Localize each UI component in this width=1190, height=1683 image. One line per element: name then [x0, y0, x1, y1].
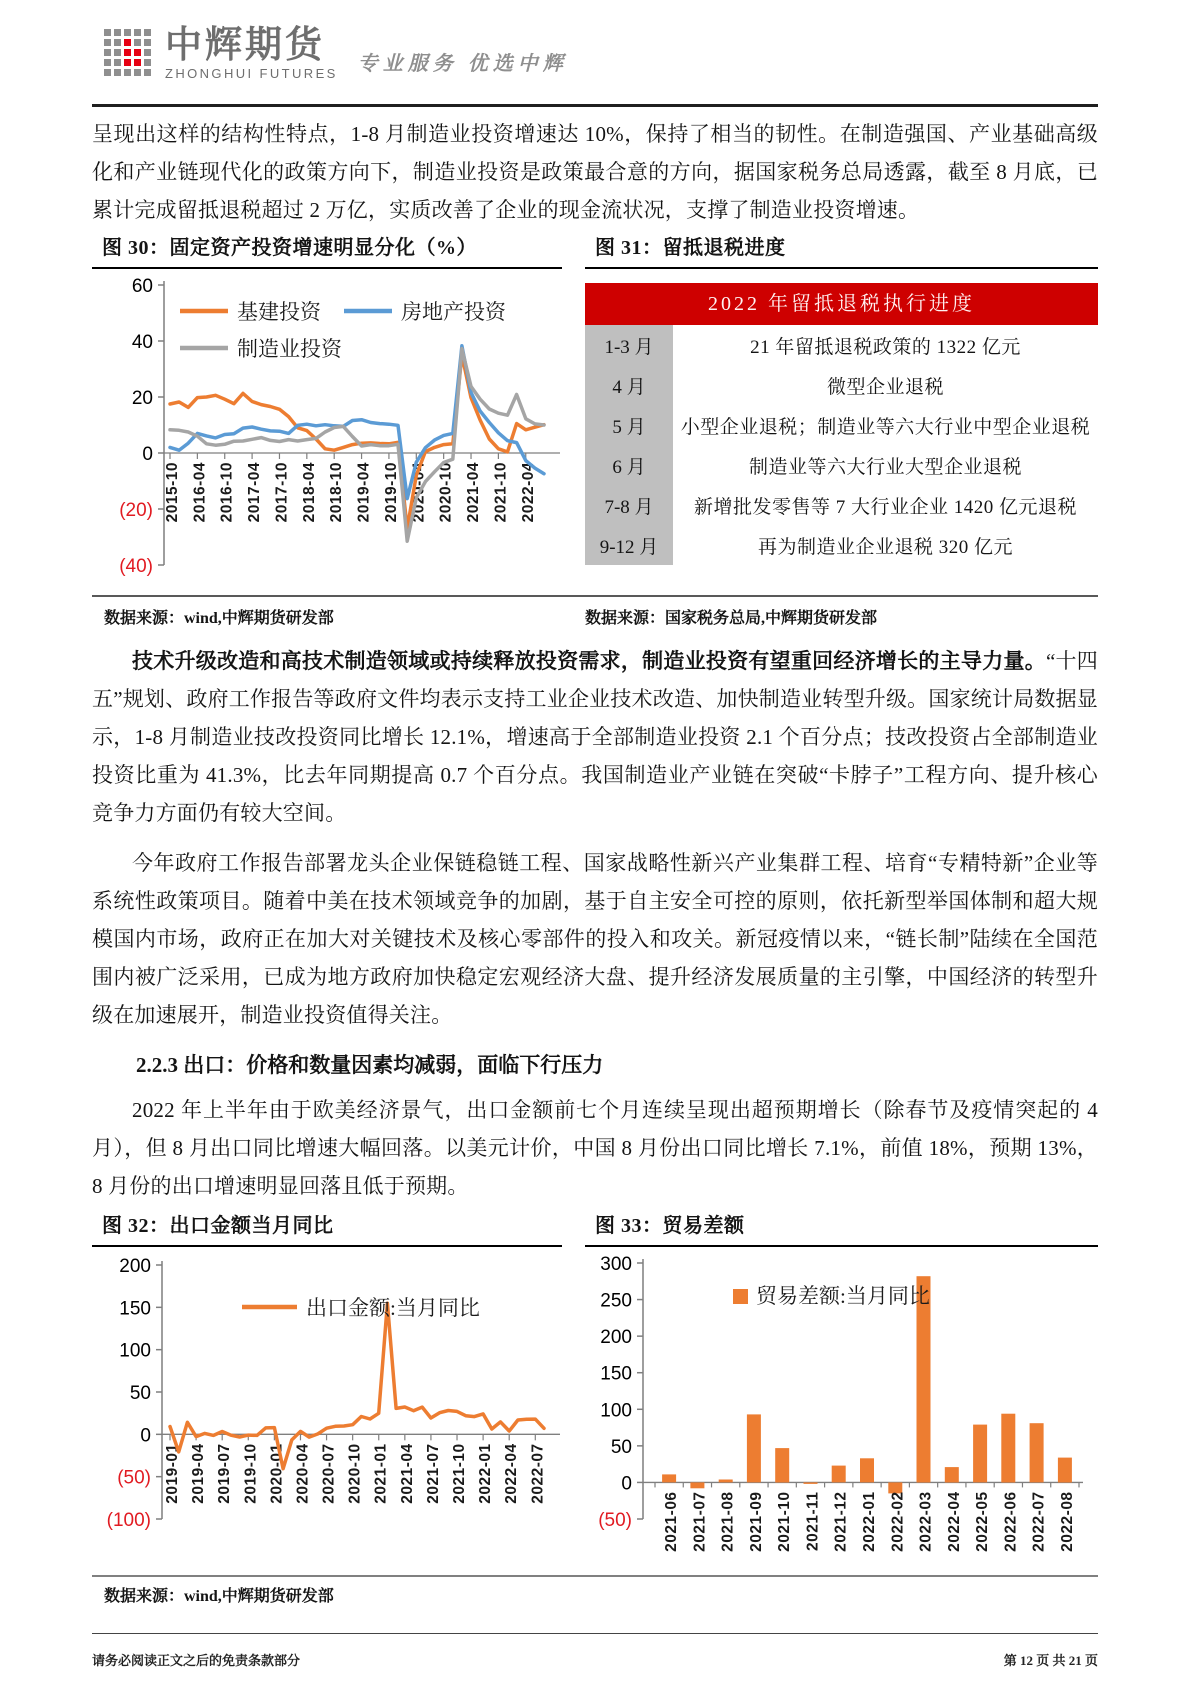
table-cell-month: 1-3 月 — [585, 325, 673, 365]
company-logo — [165, 26, 338, 80]
data-source-fig31: 数据来源：国家税务总局,中辉期货研发部 — [585, 610, 878, 627]
svg-text:基建投资: 基建投资 — [237, 300, 321, 324]
table-cell-month: 7-8 月 — [585, 485, 673, 525]
svg-text:2022-02: 2022-02 — [889, 1491, 907, 1552]
table-cell-month: 4 月 — [585, 365, 673, 405]
svg-text:2020-10: 2020-10 — [346, 1443, 364, 1504]
figure-31-title: 图 31：留抵退税进度 — [585, 231, 1098, 269]
table-cell-month: 5 月 — [585, 405, 673, 445]
logo-slogan: 专业服务 优选中辉 — [357, 53, 568, 75]
svg-text:2021-09: 2021-09 — [747, 1491, 765, 1552]
source-row-1 — [92, 605, 1098, 628]
table-cell-desc: 小型企业退税；制造业等六大行业中型企业退税 — [680, 416, 1091, 438]
tax-rebate-table-header: 2022 年留抵退税执行进度 — [585, 283, 1098, 325]
svg-text:2020-07: 2020-07 — [320, 1443, 338, 1504]
svg-text:2022-08: 2022-08 — [1058, 1491, 1076, 1552]
table-cell-desc: 微型企业退税 — [826, 376, 944, 398]
svg-text:2016-04: 2016-04 — [191, 462, 209, 523]
svg-text:2021-11: 2021-11 — [804, 1491, 822, 1551]
tax-rebate-table-body — [585, 325, 1098, 565]
svg-text:2019-10: 2019-10 — [382, 462, 400, 523]
svg-text:2016-10: 2016-10 — [218, 462, 236, 523]
svg-text:2017-04: 2017-04 — [246, 462, 264, 523]
svg-text:2022-04: 2022-04 — [519, 462, 537, 523]
svg-text:2019-01: 2019-01 — [164, 1443, 181, 1504]
svg-text:房地产投资: 房地产投资 — [401, 300, 506, 324]
disclaimer-note: 请务必阅读正文之后的免责条款部分 — [92, 1653, 301, 1668]
svg-text:2019-10: 2019-10 — [242, 1443, 260, 1504]
svg-text:2020-01: 2020-01 — [268, 1443, 286, 1504]
header-divider — [92, 104, 1098, 107]
svg-text:2021-10: 2021-10 — [451, 1443, 469, 1504]
svg-text:2022-05: 2022-05 — [974, 1491, 992, 1552]
svg-text:(50): (50) — [598, 1510, 632, 1531]
figure-30-title: 图 30：固定资产投资增速明显分化（%） — [92, 231, 562, 269]
table-cell-desc: 新增批发零售等 7 大行业企业 1420 亿元退税 — [693, 496, 1077, 518]
svg-text:(50): (50) — [117, 1467, 151, 1489]
svg-text:2019-04: 2019-04 — [355, 462, 373, 523]
table-cell-month: 6 月 — [585, 445, 673, 485]
figure-row-1 — [92, 231, 1098, 577]
svg-text:2021-08: 2021-08 — [719, 1491, 737, 1552]
svg-text:100: 100 — [600, 1400, 632, 1422]
svg-text:200: 200 — [600, 1327, 632, 1349]
svg-text:40: 40 — [131, 332, 153, 353]
data-source-fig32: 数据来源：wind,中辉期货研发部 — [104, 1588, 334, 1605]
svg-text:50: 50 — [610, 1436, 632, 1458]
figure-30 — [92, 231, 562, 577]
svg-text:2021-04: 2021-04 — [398, 1443, 416, 1504]
svg-text:贸易差额:当月同比: 贸易差额:当月同比 — [756, 1284, 930, 1308]
table-cell-desc: 21 年留抵退税政策的 1322 亿元 — [750, 336, 1021, 358]
svg-text:20: 20 — [131, 388, 153, 409]
table-row — [585, 525, 1098, 565]
svg-text:(40): (40) — [119, 556, 153, 577]
svg-text:2021-10: 2021-10 — [492, 462, 510, 523]
svg-text:2021-06: 2021-06 — [663, 1491, 681, 1552]
table-row — [585, 365, 1098, 405]
fig32-line-chart — [92, 1249, 562, 1539]
svg-text:2021-04: 2021-04 — [465, 462, 483, 523]
table-row — [585, 445, 1098, 485]
svg-text:2021-01: 2021-01 — [372, 1443, 390, 1504]
paragraph-lead-bold: 技术升级改造和高技术制造领域或持续释放投资需求，制造业投资有望重回经济增长的主导力量。 — [132, 649, 1046, 673]
tax-rebate-table — [585, 283, 1098, 565]
svg-text:2019-07: 2019-07 — [216, 1443, 234, 1504]
svg-text:2020-10: 2020-10 — [437, 462, 455, 523]
svg-text:2022-06: 2022-06 — [1002, 1491, 1020, 1552]
table-cell-desc: 制造业等六大行业大型企业退税 — [748, 456, 1022, 478]
svg-text:0: 0 — [142, 444, 153, 465]
paragraph: 2022 年上半年由于欧美经济景气，出口金额前七个月连续呈现出超预期增长（除春节及疫情突起的 4 月），但 8 月出口同比增速大幅回落。以美元计价，中国 8 月份出口同比增长 7.1%，前值 18%，预期 13%，8 月份的出口增速明显回落且低于预期。 — [92, 1098, 1098, 1198]
svg-text:2022-01: 2022-01 — [861, 1491, 878, 1552]
svg-text:2019-04: 2019-04 — [190, 1443, 208, 1504]
svg-text:100: 100 — [119, 1340, 151, 1362]
figure-33-title: 图 33：贸易差额 — [585, 1209, 1098, 1247]
paragraph — [92, 642, 1098, 832]
table-row — [585, 485, 1098, 525]
figure-31 — [585, 231, 1098, 571]
page-footer — [92, 1633, 1098, 1669]
svg-text:200: 200 — [119, 1256, 151, 1277]
svg-text:制造业投资: 制造业投资 — [237, 337, 342, 361]
svg-text:2015-10: 2015-10 — [164, 462, 181, 523]
svg-text:2022-04: 2022-04 — [503, 1443, 521, 1504]
svg-text:出口金额:当月同比: 出口金额:当月同比 — [306, 1296, 480, 1320]
svg-text:2022-04: 2022-04 — [945, 1491, 963, 1552]
figure-row-2-divider — [92, 1575, 1098, 1577]
svg-text:(100): (100) — [106, 1510, 151, 1531]
svg-text:150: 150 — [119, 1298, 151, 1320]
table-row — [585, 405, 1098, 445]
source-row-2 — [92, 1583, 1098, 1606]
fig33-bar-chart — [585, 1249, 1098, 1571]
svg-text:0: 0 — [621, 1473, 632, 1495]
svg-text:0: 0 — [140, 1425, 151, 1447]
svg-text:(20): (20) — [119, 500, 153, 521]
svg-text:2018-10: 2018-10 — [328, 462, 346, 523]
svg-text:2018-04: 2018-04 — [300, 462, 318, 523]
figure-row-1-divider — [92, 595, 1098, 597]
svg-text:2017-10: 2017-10 — [273, 462, 291, 523]
company-logo-icon — [104, 29, 151, 76]
page-header — [92, 0, 1098, 80]
table-cell-desc: 再为制造业企业退税 320 亿元 — [757, 536, 1013, 558]
svg-text:2021-07: 2021-07 — [691, 1491, 709, 1552]
figure-32-title: 图 32：出口金额当月同比 — [92, 1209, 562, 1247]
svg-text:60: 60 — [131, 276, 153, 297]
svg-text:2021-07: 2021-07 — [424, 1443, 442, 1504]
svg-text:300: 300 — [600, 1254, 632, 1275]
page-number: 第 12 页 共 21 页 — [1003, 1653, 1098, 1668]
svg-text:2022-07: 2022-07 — [1030, 1491, 1048, 1552]
svg-text:50: 50 — [129, 1383, 151, 1404]
logo-english-name: ZHONGHUI FUTURES — [165, 66, 338, 81]
svg-text:2022-07: 2022-07 — [529, 1443, 547, 1504]
figure-32 — [92, 1209, 562, 1571]
figure-33 — [585, 1209, 1098, 1571]
table-cell-month: 9-12 月 — [585, 525, 673, 565]
paragraph-rest: “十四五”规划、政府工作报告等政府文件均表示支持工业企业技术改造、加快制造业转型升级。国家统计局数据显示，1-8 月制造业技改投资同比增长 12.1%，增速高于全部制造业投资 2.1 个百分点；技改投资占全部制造业投资比重为 41.3%，比去年同期提高 0.7 个百分点。我国制造业产业链在突破“卡脖子”工程方向、提升核心竞争力方面仍有较大空间。 — [92, 649, 1098, 825]
figure-row-2 — [92, 1209, 1098, 1571]
svg-text:2020-04: 2020-04 — [410, 462, 428, 523]
svg-text:250: 250 — [600, 1290, 632, 1312]
svg-text:150: 150 — [600, 1363, 632, 1385]
svg-text:2022-03: 2022-03 — [917, 1491, 935, 1552]
data-source-fig30: 数据来源：wind,中辉期货研发部 — [104, 610, 334, 627]
paragraph: 呈现出这样的结构性特点，1-8 月制造业投资增速达 10%，保持了相当的韧性。在制造强国、产业基础高级化和产业链现代化的政策方向下，制造业投资是政策最合意的方向，据国家税务总局透露，截至 8 月底，已累计完成留抵退税超过 2 万亿，实质改善了企业的现金流状况，支撑了制造业投资增速。 — [92, 122, 1098, 222]
fig30-line-chart — [92, 271, 562, 577]
paragraph: 今年政府工作报告部署龙头企业保链稳链工程、国家战略性新兴产业集群工程、培育“专精特新”企业等系统性政策项目。随着中美在技术领域竞争的加剧，基于自主安全可控的原则，依托新型举国体制和超大规模国内市场，政府正在加大对关键技术及核心零部件的投入和攻关。新冠疫情以来，“链长制”陆续在全国范围内被广泛采用，已成为地方政府加快稳定宏观经济大盘、提升经济发展质量的主引擎，中国经济的转型升级在加速展开，制造业投资值得关注。 — [92, 851, 1098, 1027]
section-heading: 2.2.3 出口：价格和数量因素均减弱，面临下行压力 — [136, 1053, 604, 1077]
svg-text:2020-04: 2020-04 — [294, 1443, 312, 1504]
svg-text:2021-12: 2021-12 — [832, 1491, 850, 1552]
svg-text:2021-10: 2021-10 — [776, 1491, 794, 1552]
logo-chinese-name: 中辉期货 — [165, 24, 325, 65]
table-row — [585, 325, 1098, 365]
svg-text:2022-01: 2022-01 — [477, 1443, 495, 1504]
